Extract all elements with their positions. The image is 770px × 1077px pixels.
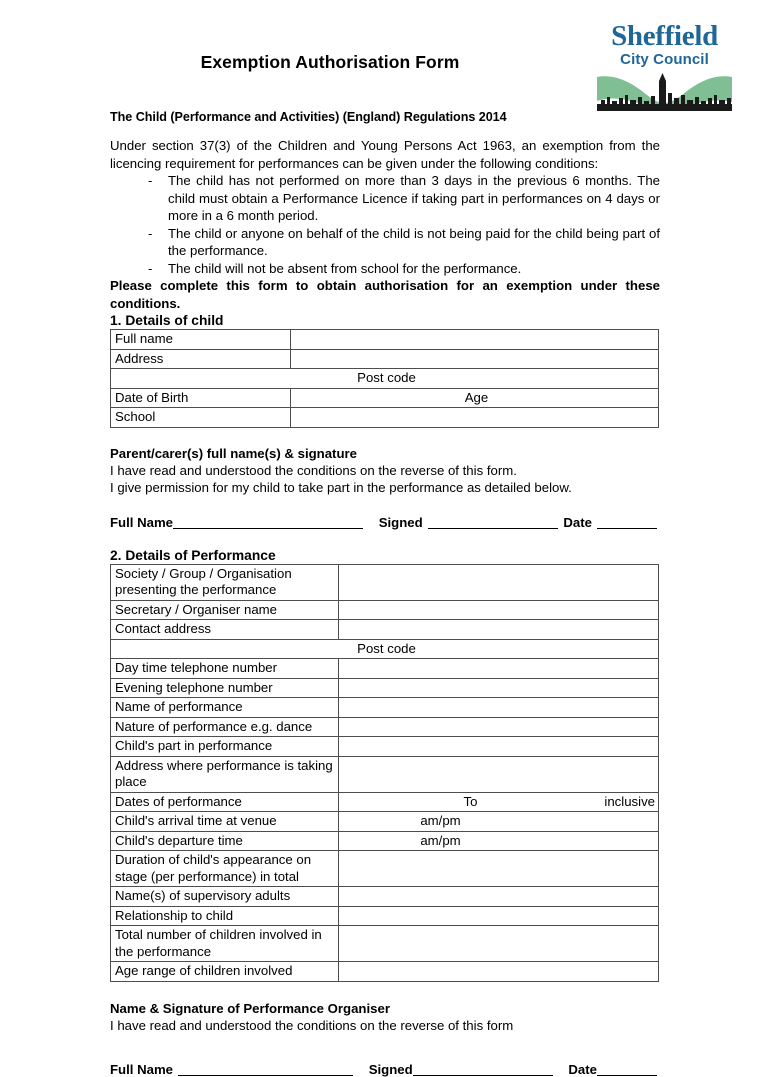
table-row: [111, 851, 659, 887]
label-post-code: Post code: [111, 369, 659, 389]
table-row: [111, 349, 659, 369]
label-evening-telephone: Evening telephone number: [111, 678, 339, 698]
bullet-dash-icon: -: [148, 172, 152, 190]
input-total-children[interactable]: [339, 926, 659, 962]
label-name-of-performance: Name of performance: [111, 698, 339, 718]
table-row: [111, 408, 659, 428]
organiser-signature-block: [110, 1000, 660, 1077]
table-row: [111, 698, 659, 718]
section-2-heading: 2. Details of Performance: [110, 548, 660, 563]
input-parent-signed[interactable]: [428, 528, 558, 529]
parent-signature-fields: [110, 515, 660, 530]
parent-signature-heading: Parent/carer(s) full name(s) & signature: [110, 445, 660, 462]
input-address[interactable]: [291, 349, 659, 369]
table-row: [111, 756, 659, 792]
regulations-subtitle: The Child (Performance and Activities) (England) Regulations 2014: [110, 110, 660, 124]
table-row: [111, 678, 659, 698]
skyline-hills-icon: [597, 71, 732, 119]
input-organiser-date[interactable]: [597, 1075, 657, 1076]
label-organiser-signed: Signed: [369, 1062, 413, 1077]
value-arrival-ampm: am/pm: [420, 813, 460, 828]
input-parent-full-name[interactable]: [173, 528, 363, 529]
label-organiser-full-name: Full Name: [110, 1062, 173, 1077]
input-childs-part[interactable]: [339, 737, 659, 757]
input-organiser-signed[interactable]: [413, 1075, 553, 1076]
input-duration-on-stage[interactable]: [339, 851, 659, 887]
table-row: [111, 388, 659, 408]
label-supervisory-adults: Name(s) of supervisory adults: [111, 887, 339, 907]
label-secretary-organiser: Secretary / Organiser name: [111, 600, 339, 620]
condition-item: [110, 172, 660, 225]
label-age-range: Age range of children involved: [111, 962, 339, 982]
label-departure-time: Child's departure time: [111, 831, 339, 851]
input-school[interactable]: [291, 408, 659, 428]
label-post-code: Post code: [111, 639, 659, 659]
input-departure-time[interactable]: [339, 831, 659, 851]
conditions-list: [110, 172, 660, 277]
label-parent-signed: Signed: [379, 515, 423, 530]
parent-signature-block: [110, 445, 660, 530]
label-childs-part: Child's part in performance: [111, 737, 339, 757]
input-relationship-to-child[interactable]: [339, 906, 659, 926]
table-row: [111, 906, 659, 926]
label-performance-address: Address where performance is taking place: [111, 756, 339, 792]
table-row: [111, 600, 659, 620]
label-society-group: Society / Group / Organisation presenting the performance: [111, 564, 339, 600]
input-nature-of-performance[interactable]: [339, 717, 659, 737]
input-evening-telephone[interactable]: [339, 678, 659, 698]
table-row: [111, 812, 659, 832]
input-day-telephone[interactable]: [339, 659, 659, 679]
input-age-range[interactable]: [339, 962, 659, 982]
label-date-of-birth: Date of Birth: [111, 388, 291, 408]
label-contact-address: Contact address: [111, 620, 339, 640]
bullet-dash-icon: -: [148, 260, 152, 278]
table-row: [111, 926, 659, 962]
condition-text: The child will not be absent from school for the performance.: [168, 261, 521, 276]
table-row: [111, 962, 659, 982]
input-arrival-time[interactable]: [339, 812, 659, 832]
document-header: [110, 0, 660, 110]
logo-wordmark: Sheffield: [597, 22, 732, 51]
bullet-dash-icon: -: [148, 225, 152, 243]
condition-text: The child or anyone on behalf of the child is not being paid for the child being part of the performance.: [168, 226, 660, 259]
label-total-children: Total number of children involved in the performance: [111, 926, 339, 962]
label-dates-of-performance: Dates of performance: [111, 792, 339, 812]
performance-details-table: [110, 564, 659, 982]
table-row: [111, 330, 659, 350]
input-full-name[interactable]: [291, 330, 659, 350]
label-arrival-time: Child's arrival time at venue: [111, 812, 339, 832]
logo-subtitle: City Council: [597, 51, 732, 68]
input-supervisory-adults[interactable]: [339, 887, 659, 907]
label-full-name: Full name: [111, 330, 291, 350]
organiser-signature-heading: Name & Signature of Performance Organiser: [110, 1000, 660, 1017]
value-departure-ampm: am/pm: [420, 833, 460, 848]
table-row: [111, 620, 659, 640]
table-row: [111, 887, 659, 907]
label-nature-of-performance: Nature of performance e.g. dance: [111, 717, 339, 737]
label-age: Age: [291, 388, 659, 408]
sheffield-city-council-logo: [597, 22, 732, 120]
table-row: [111, 369, 659, 389]
intro-paragraph: Under section 37(3) of the Children and Young Persons Act 1963, an exemption from the licencing requirement for performances can be given under the following conditions:: [110, 137, 660, 172]
please-complete-notice: Please complete this form to obtain authorisation for an exemption under these conditions.: [110, 277, 660, 312]
page-title: Exemption Authorisation Form: [110, 52, 550, 73]
input-secretary-organiser[interactable]: [339, 600, 659, 620]
input-dates-of-performance[interactable]: [339, 792, 659, 812]
parent-declaration-line-1: I have read and understood the conditions on the reverse of this form.: [110, 462, 660, 480]
label-dates-to: To: [311, 794, 630, 811]
section-1-heading: 1. Details of child: [110, 313, 660, 328]
page-content: [110, 0, 660, 1077]
label-parent-full-name: Full Name: [110, 515, 173, 530]
input-contact-address[interactable]: [339, 620, 659, 640]
organiser-declaration-line: I have read and understood the conditions on the reverse of this form: [110, 1017, 660, 1035]
organiser-signature-fields: [110, 1062, 660, 1077]
input-organiser-full-name[interactable]: [178, 1075, 353, 1076]
label-organiser-date: Date: [568, 1062, 597, 1077]
table-row: [111, 717, 659, 737]
table-row: [111, 792, 659, 812]
table-row: [111, 659, 659, 679]
parent-declaration-line-2: I give permission for my child to take part in the performance as detailed below.: [110, 479, 660, 497]
table-row: [111, 639, 659, 659]
input-performance-address[interactable]: [339, 756, 659, 792]
table-row: [111, 831, 659, 851]
label-school: School: [111, 408, 291, 428]
condition-text: The child has not performed on more than 3 days in the previous 6 months. The child must obtain a Performance Licence if taking part in performances on 4 days or more in a 6 month period.: [168, 173, 660, 223]
child-details-table: [110, 329, 659, 428]
label-dates-inclusive: inclusive: [604, 794, 655, 811]
label-relationship-to-child: Relationship to child: [111, 906, 339, 926]
label-duration-on-stage: Duration of child's appearance on stage (per performance) in total: [111, 851, 339, 887]
condition-item: [110, 225, 660, 260]
table-row: [111, 564, 659, 600]
input-society-group[interactable]: [339, 564, 659, 600]
label-parent-date: Date: [563, 515, 592, 530]
condition-item: [110, 260, 660, 278]
table-row: [111, 737, 659, 757]
input-name-of-performance[interactable]: [339, 698, 659, 718]
label-address: Address: [111, 349, 291, 369]
input-parent-date[interactable]: [597, 528, 657, 529]
label-day-telephone: Day time telephone number: [111, 659, 339, 679]
